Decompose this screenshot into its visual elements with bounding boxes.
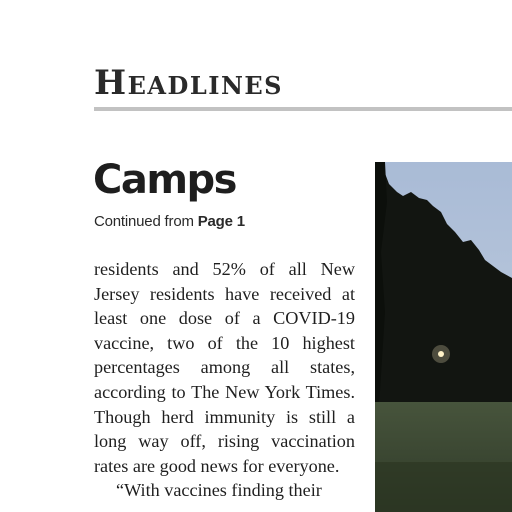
continued-prefix: Continued from <box>94 213 198 230</box>
article-paragraph: “With vaccines finding their <box>116 480 322 501</box>
dusk-trees-photo <box>375 162 512 512</box>
lamp-glow <box>432 345 450 363</box>
field-shadow <box>375 462 512 512</box>
section-divider <box>94 107 512 111</box>
section-header: Headlines <box>94 63 284 103</box>
continued-from-line <box>94 213 245 230</box>
article-photo <box>375 162 512 512</box>
article-body <box>94 257 355 503</box>
article-paragraph: residents and 52% of all New Jersey residents have received at least one dose of a COVID-19 vaccine, two of the 10 highest percentages among all states, according to The New York Times. Though herd immunity is still a long way off, rising vaccination rates are good news for everyone. <box>94 259 355 476</box>
story-title: Camps <box>93 157 236 203</box>
continued-page-ref: Page 1 <box>197 213 245 230</box>
